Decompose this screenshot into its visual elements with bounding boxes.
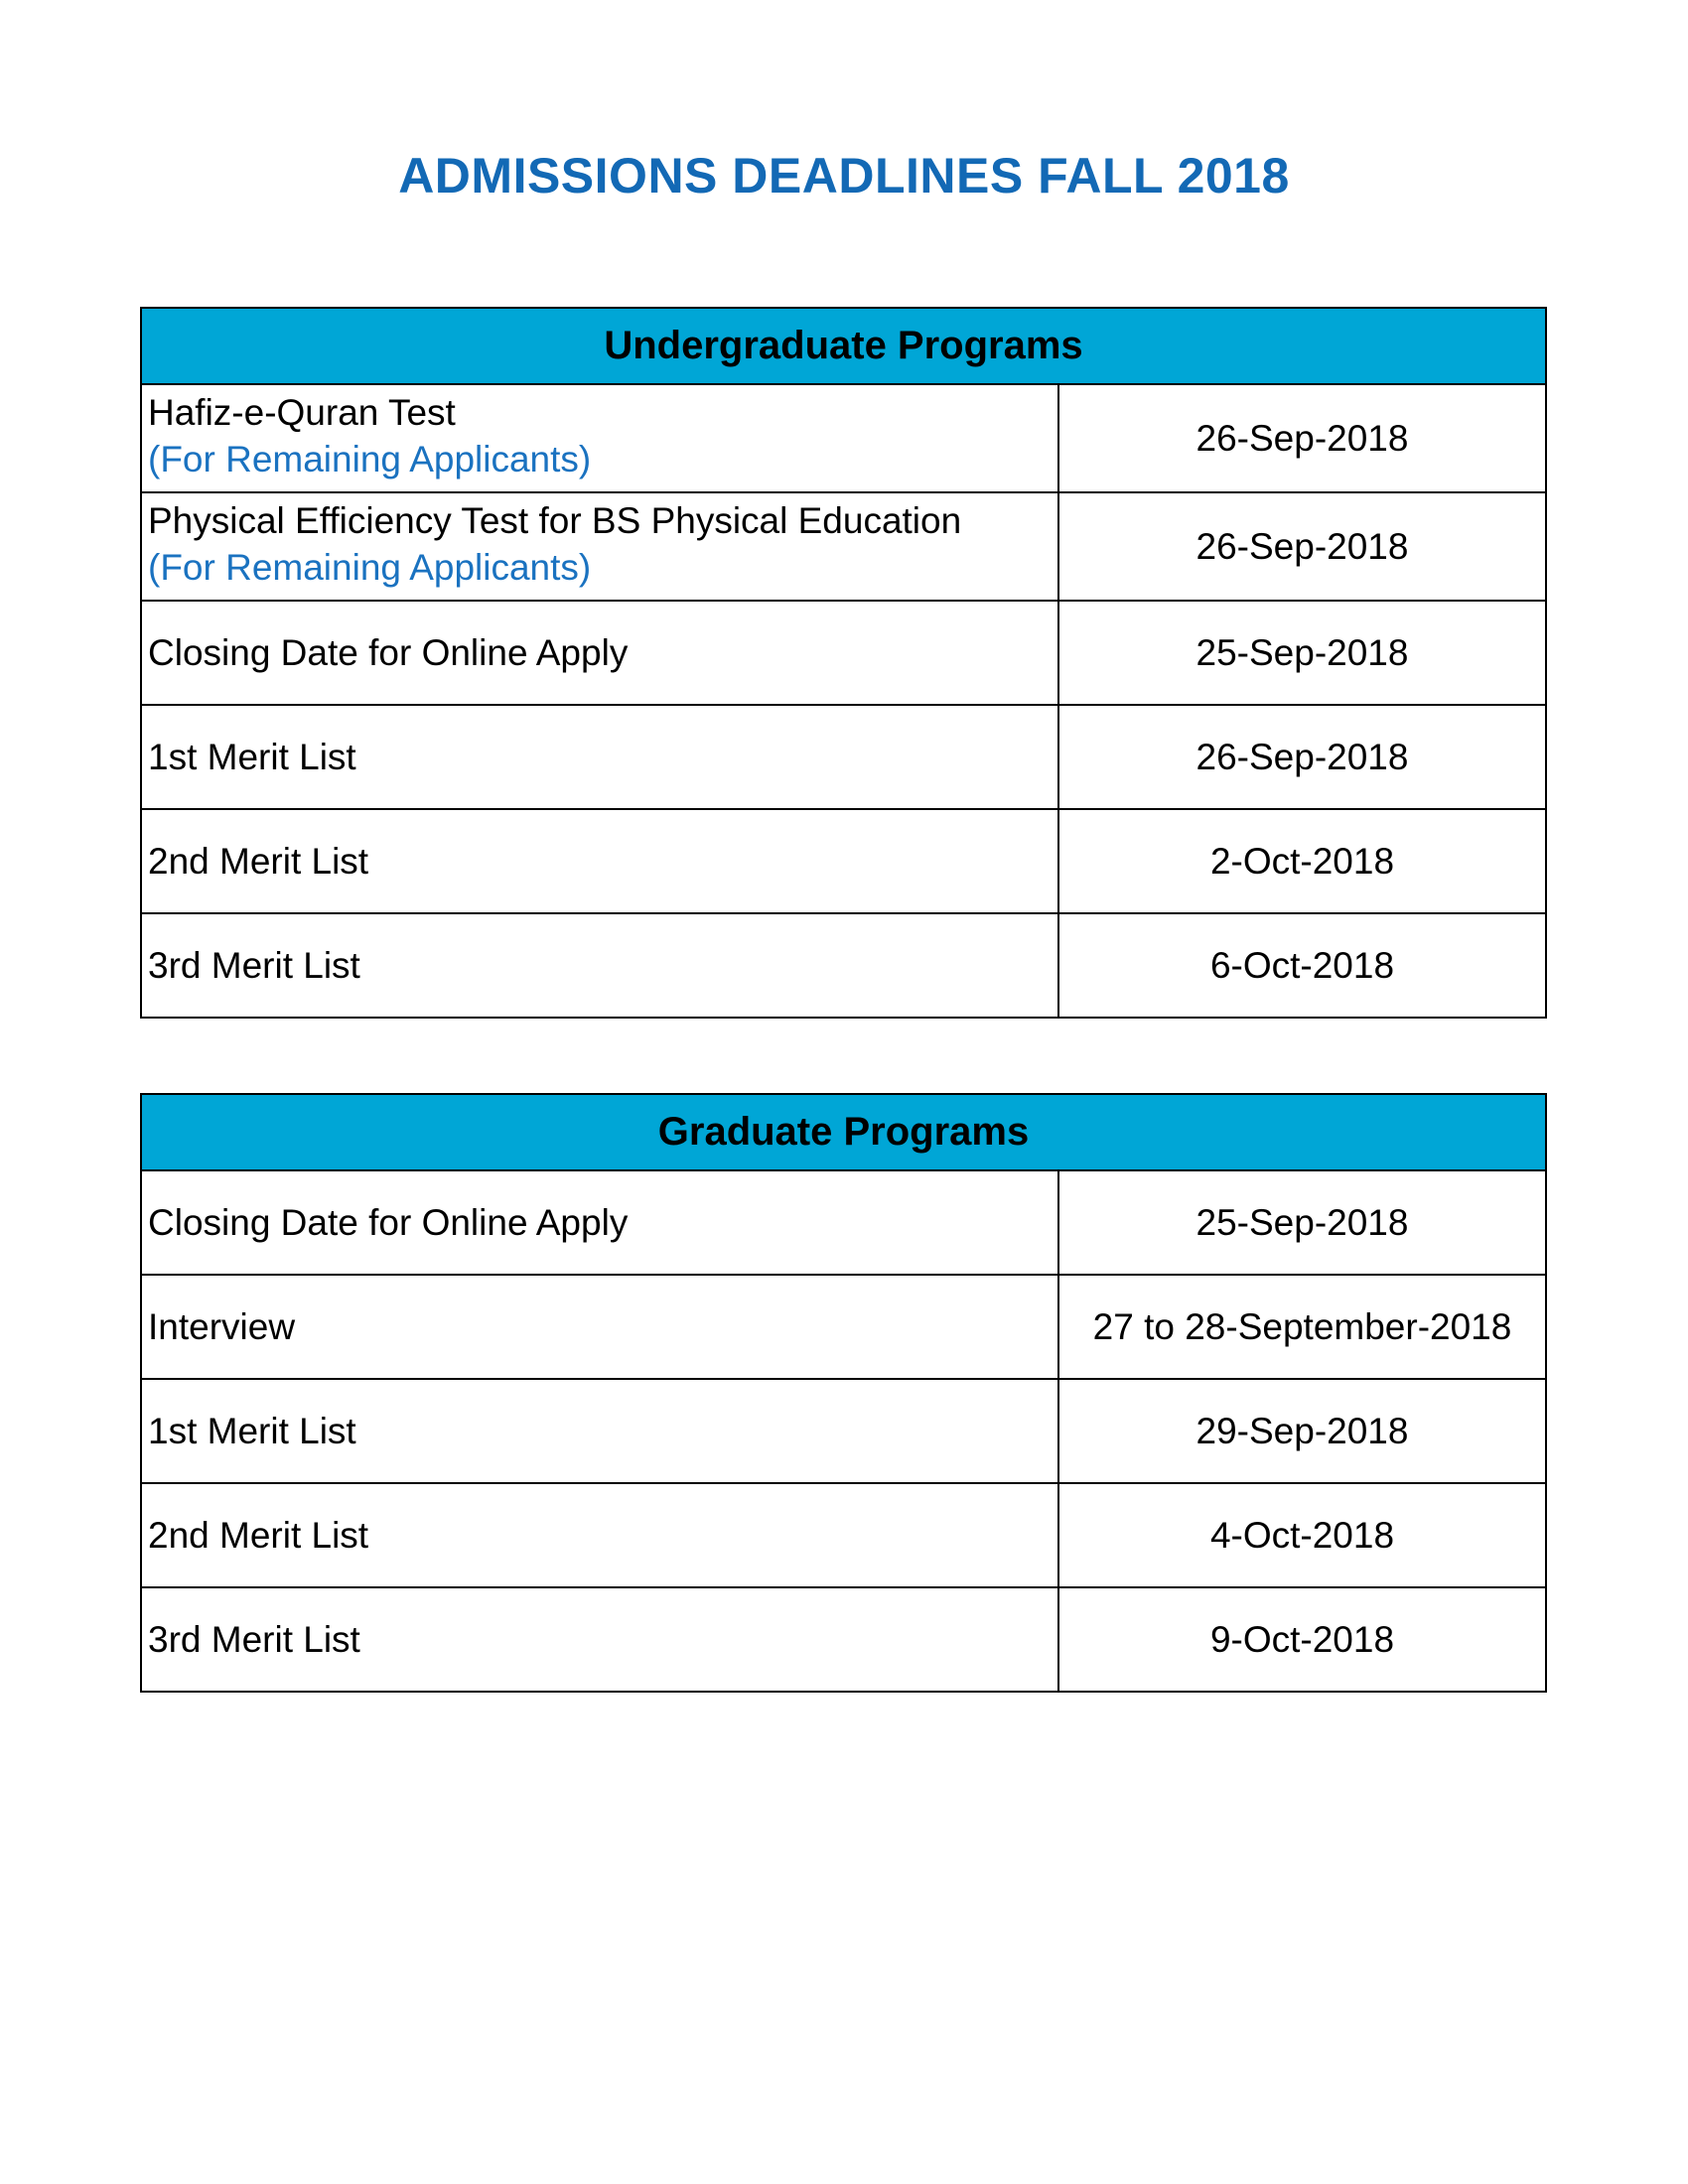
event-cell: 1st Merit List bbox=[141, 705, 1058, 809]
event-cell: 2nd Merit List bbox=[141, 1483, 1058, 1587]
table-row bbox=[141, 809, 1546, 913]
event-cell: 3rd Merit List bbox=[141, 1587, 1058, 1692]
date-cell: 2-Oct-2018 bbox=[1058, 809, 1546, 913]
date-cell: 29-Sep-2018 bbox=[1058, 1379, 1546, 1483]
table-row bbox=[141, 1587, 1546, 1692]
date-cell: 4-Oct-2018 bbox=[1058, 1483, 1546, 1587]
table-row bbox=[141, 1483, 1546, 1587]
event-cell: Closing Date for Online Apply bbox=[141, 1170, 1058, 1275]
table-row bbox=[141, 492, 1546, 601]
undergraduate-deadlines-table bbox=[140, 307, 1547, 1019]
date-cell: 25-Sep-2018 bbox=[1058, 601, 1546, 705]
event-cell bbox=[141, 384, 1058, 492]
date-cell: 27 to 28-September-2018 bbox=[1058, 1275, 1546, 1379]
table-row bbox=[141, 705, 1546, 809]
event-cell: 1st Merit List bbox=[141, 1379, 1058, 1483]
table-header-row bbox=[141, 308, 1546, 384]
event-label: Physical Efficiency Test for BS Physical Education bbox=[148, 500, 962, 541]
event-cell: 3rd Merit List bbox=[141, 913, 1058, 1018]
date-cell: 9-Oct-2018 bbox=[1058, 1587, 1546, 1692]
event-note: (For Remaining Applicants) bbox=[148, 547, 592, 588]
table-row bbox=[141, 1275, 1546, 1379]
date-cell: 26-Sep-2018 bbox=[1058, 705, 1546, 809]
date-cell: 6-Oct-2018 bbox=[1058, 913, 1546, 1018]
graduate-heading: Graduate Programs bbox=[141, 1094, 1546, 1170]
event-label: Hafiz-e-Quran Test bbox=[148, 392, 456, 433]
date-cell: 26-Sep-2018 bbox=[1058, 492, 1546, 601]
event-cell: Interview bbox=[141, 1275, 1058, 1379]
table-row bbox=[141, 601, 1546, 705]
event-cell bbox=[141, 492, 1058, 601]
event-cell: Closing Date for Online Apply bbox=[141, 601, 1058, 705]
table-header-row bbox=[141, 1094, 1546, 1170]
graduate-deadlines-table bbox=[140, 1093, 1547, 1693]
date-cell: 25-Sep-2018 bbox=[1058, 1170, 1546, 1275]
event-note: (For Remaining Applicants) bbox=[148, 439, 592, 479]
table-row bbox=[141, 913, 1546, 1018]
table-row bbox=[141, 1170, 1546, 1275]
undergraduate-heading: Undergraduate Programs bbox=[141, 308, 1546, 384]
page-title: ADMISSIONS DEADLINES FALL 2018 bbox=[398, 148, 1290, 204]
table-row bbox=[141, 384, 1546, 492]
table-row bbox=[141, 1379, 1546, 1483]
event-cell: 2nd Merit List bbox=[141, 809, 1058, 913]
date-cell: 26-Sep-2018 bbox=[1058, 384, 1546, 492]
